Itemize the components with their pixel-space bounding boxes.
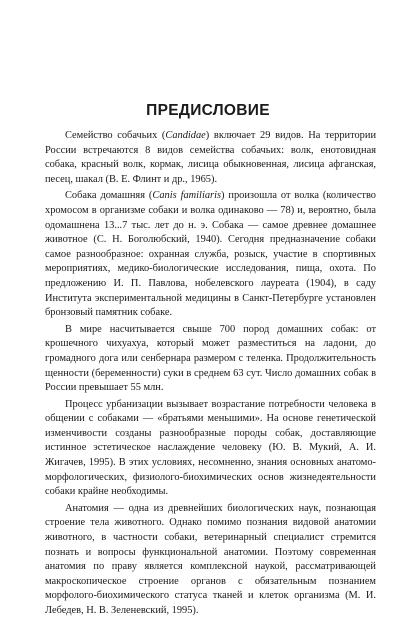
page-title: ПРЕДИСЛОВИЕ: [146, 102, 270, 119]
paragraph-3: [45, 323, 376, 396]
preface-body: [45, 129, 376, 621]
paragraph-4: [45, 398, 376, 500]
text-run: Процесс урбанизации вызывает возрастание потребности человека в общении с собаками — «братьями меньшими». На основе генетической изменчивости созданы разнообразные породы собак, доставляющие истинное эстетическое наслаждение человеку (Ю. В. Мукий, А. И. Жигачев, 1995). В этих условиях, несомненно, знания основных анатомо-морфологических, физиолого-биохимических основ жизнедеятельности собаки крайне необходимы.: [45, 398, 376, 498]
italic-term: Candidae: [165, 130, 206, 141]
text-run: ) произошла от волка (количество хромосом в организме собаки и волка одинаково — 78) и, вероятно, была одомашнена 13...7 тыс. лет до н. э. Собака — самое древнее домашнее животное (С. Н. Боголюбский, 1940). Сегодня предназначение собаки самое разнообразное: охранная служба, розыск, участие в спортивных мероприятиях, медико-биологические исследования, пища, охота. По предложению И. П. Павлова, нобелевского лауреата (1904), в саду Института экспериментальной медицины в Санкт-Петербурге установлен бронзовый памятник собаке.: [45, 190, 377, 319]
text-run: Семейство собачьих (: [65, 130, 166, 141]
text-run: Анатомия — одна из древнейших биологических наук, познающая строение тела животного. Однако помимо познания видовой анатомии животного, в частности собаки, ветеринарный специалист стремится познать и вопросы функциональной анатомии. Поэтому современная анатомия по праву является комплексной наукой, рассматривающей макроскопическое строение органов с обязательным познанием морфолого-биохимического статуса тканей и клеток организма (М. И. Лебедев, Н. В. Зеленевский, 1995).: [45, 502, 376, 616]
paragraph-2: [45, 189, 376, 320]
paragraph-1: [45, 129, 376, 187]
text-run: ) включает 29 видов. На территории России встречаются 8 видов семейства собачьих: волк, енотовидная собака, красный волк, кормак, лисица обыкновенная, лисица афганская, песец, шакал (В. Е. Флинт и др., 1965).: [45, 130, 376, 185]
text-run: В мире насчитывается свыше 700 пород домашних собак: от крошечного чихуахуа, который может разместиться на ладони, до громадного дога или сенбернара размером с теленка. Продолжительность щенности (беременности) суки в среднем 63 сут. Число домашних собак в России превышает 55 млн.: [45, 323, 376, 394]
italic-term: Canis familiaris: [152, 190, 221, 202]
text-run: Собака домашняя (: [65, 190, 153, 202]
paragraph-5: [45, 502, 376, 619]
